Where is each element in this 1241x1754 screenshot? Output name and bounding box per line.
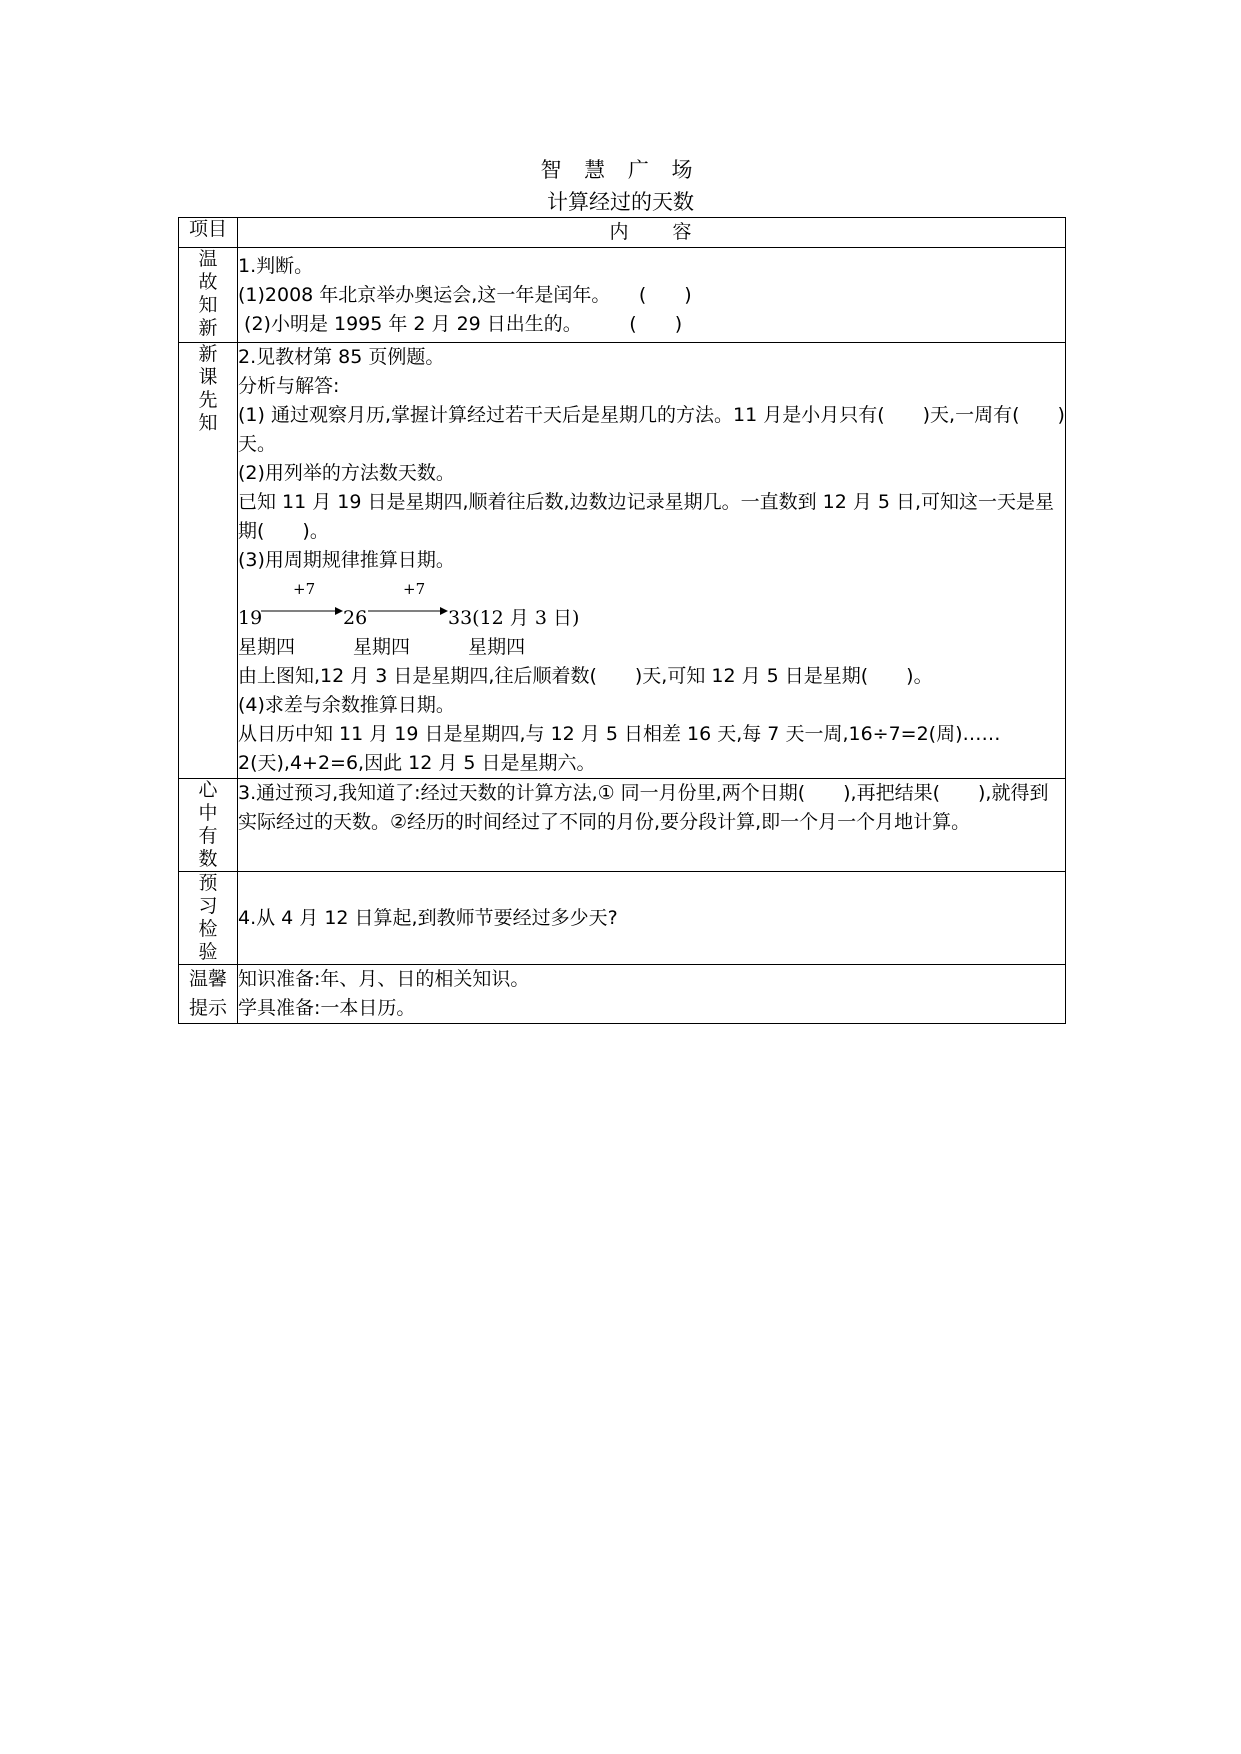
page-title: 智 慧 广 场 xyxy=(540,158,701,182)
step-label: +7 xyxy=(403,580,426,598)
tips-label: 温馨 提示 xyxy=(179,965,238,1024)
preview-label: 新 课 先 知 xyxy=(179,343,238,779)
tips-line: 知识准备:年、月、日的相关知识。 xyxy=(238,968,530,990)
arrow-diagram-svg xyxy=(238,575,598,633)
preview-line: 分析与解答: xyxy=(238,375,340,397)
preview-line: 从日历中知 11 月 19 日是星期四,与 12 月 5 日相差 16 天,每 7 天一周,16÷7=2(周)……2(天),4+2=6,因此 12 月 5 日是星期六。 xyxy=(238,723,1001,774)
check-row xyxy=(179,872,1066,965)
step-label: +7 xyxy=(293,580,316,598)
preview-line: 由上图知,12 月 3 日是星期四,往后顺着数( )天,可知 12 月 5 日是星期( )。 xyxy=(238,665,933,687)
preview-line: (2)用列举的方法数天数。 xyxy=(238,462,455,484)
review-line: (2)小明是 1995 年 2 月 29 日出生的。 ( ) xyxy=(238,313,683,335)
weekday-row xyxy=(238,633,1065,662)
weekday-label: 星期四 xyxy=(468,636,526,658)
review-line: (1)2008 年北京举办奥运会,这一年是闰年。 ( ) xyxy=(238,284,692,306)
review-label: 温 故 知 新 xyxy=(179,248,238,343)
check-content xyxy=(238,872,1066,965)
review-content xyxy=(238,248,1066,343)
weekday-label: 星期四 xyxy=(353,636,411,658)
review-row xyxy=(179,248,1066,343)
preview-content xyxy=(238,343,1066,779)
mind-label: 心 中 有 数 xyxy=(179,779,238,872)
header-item: 项目 xyxy=(179,218,238,248)
period-arrow-diagram xyxy=(238,575,1065,633)
mind-text: 3.通过预习,我知道了:经过天数的计算方法,① 同一月份里,两个日期( ),再把结果( ),就得到实际经过的天数。②经历的时间经过了不同的月份,要分段计算,即一个月一个月地计算。 xyxy=(238,782,1049,833)
tips-row xyxy=(179,965,1066,1024)
tips-line: 学具准备:一本日历。 xyxy=(238,997,416,1019)
preview-line: (3)用周期规律推算日期。 xyxy=(238,549,455,571)
number-19: 19 xyxy=(238,607,263,629)
preview-line: 2.见教材第 85 页例题。 xyxy=(238,346,445,368)
table-header-row xyxy=(179,218,1066,248)
worksheet-table xyxy=(178,217,1066,1024)
preview-line: (1) 通过观察月历,掌握计算经过若干天后是星期几的方法。11 月是小月只有( )天,一周有( )天。 xyxy=(238,404,1065,455)
review-line: 1.判断。 xyxy=(238,255,314,277)
number-26: 26 xyxy=(343,607,368,629)
preview-line: 已知 11 月 19 日是星期四,顺着往后数,边数边记录星期几。一直数到 12 月 5 日,可知这一天是星期( )。 xyxy=(238,491,1055,542)
number-33: 33(12 月 3 日) xyxy=(448,607,580,629)
preview-line: (4)求差与余数推算日期。 xyxy=(238,694,455,716)
preview-row xyxy=(179,343,1066,779)
header-content: 内 容 xyxy=(238,218,1066,248)
check-label: 预 习 检 验 xyxy=(179,872,238,965)
mind-content xyxy=(238,779,1066,872)
page-subtitle: 计算经过的天数 xyxy=(547,190,694,214)
check-text: 4.从 4 月 12 日算起,到教师节要经过多少天? xyxy=(238,906,618,929)
tips-content xyxy=(238,965,1066,1024)
mind-row xyxy=(179,779,1066,872)
weekday-label: 星期四 xyxy=(238,636,296,658)
